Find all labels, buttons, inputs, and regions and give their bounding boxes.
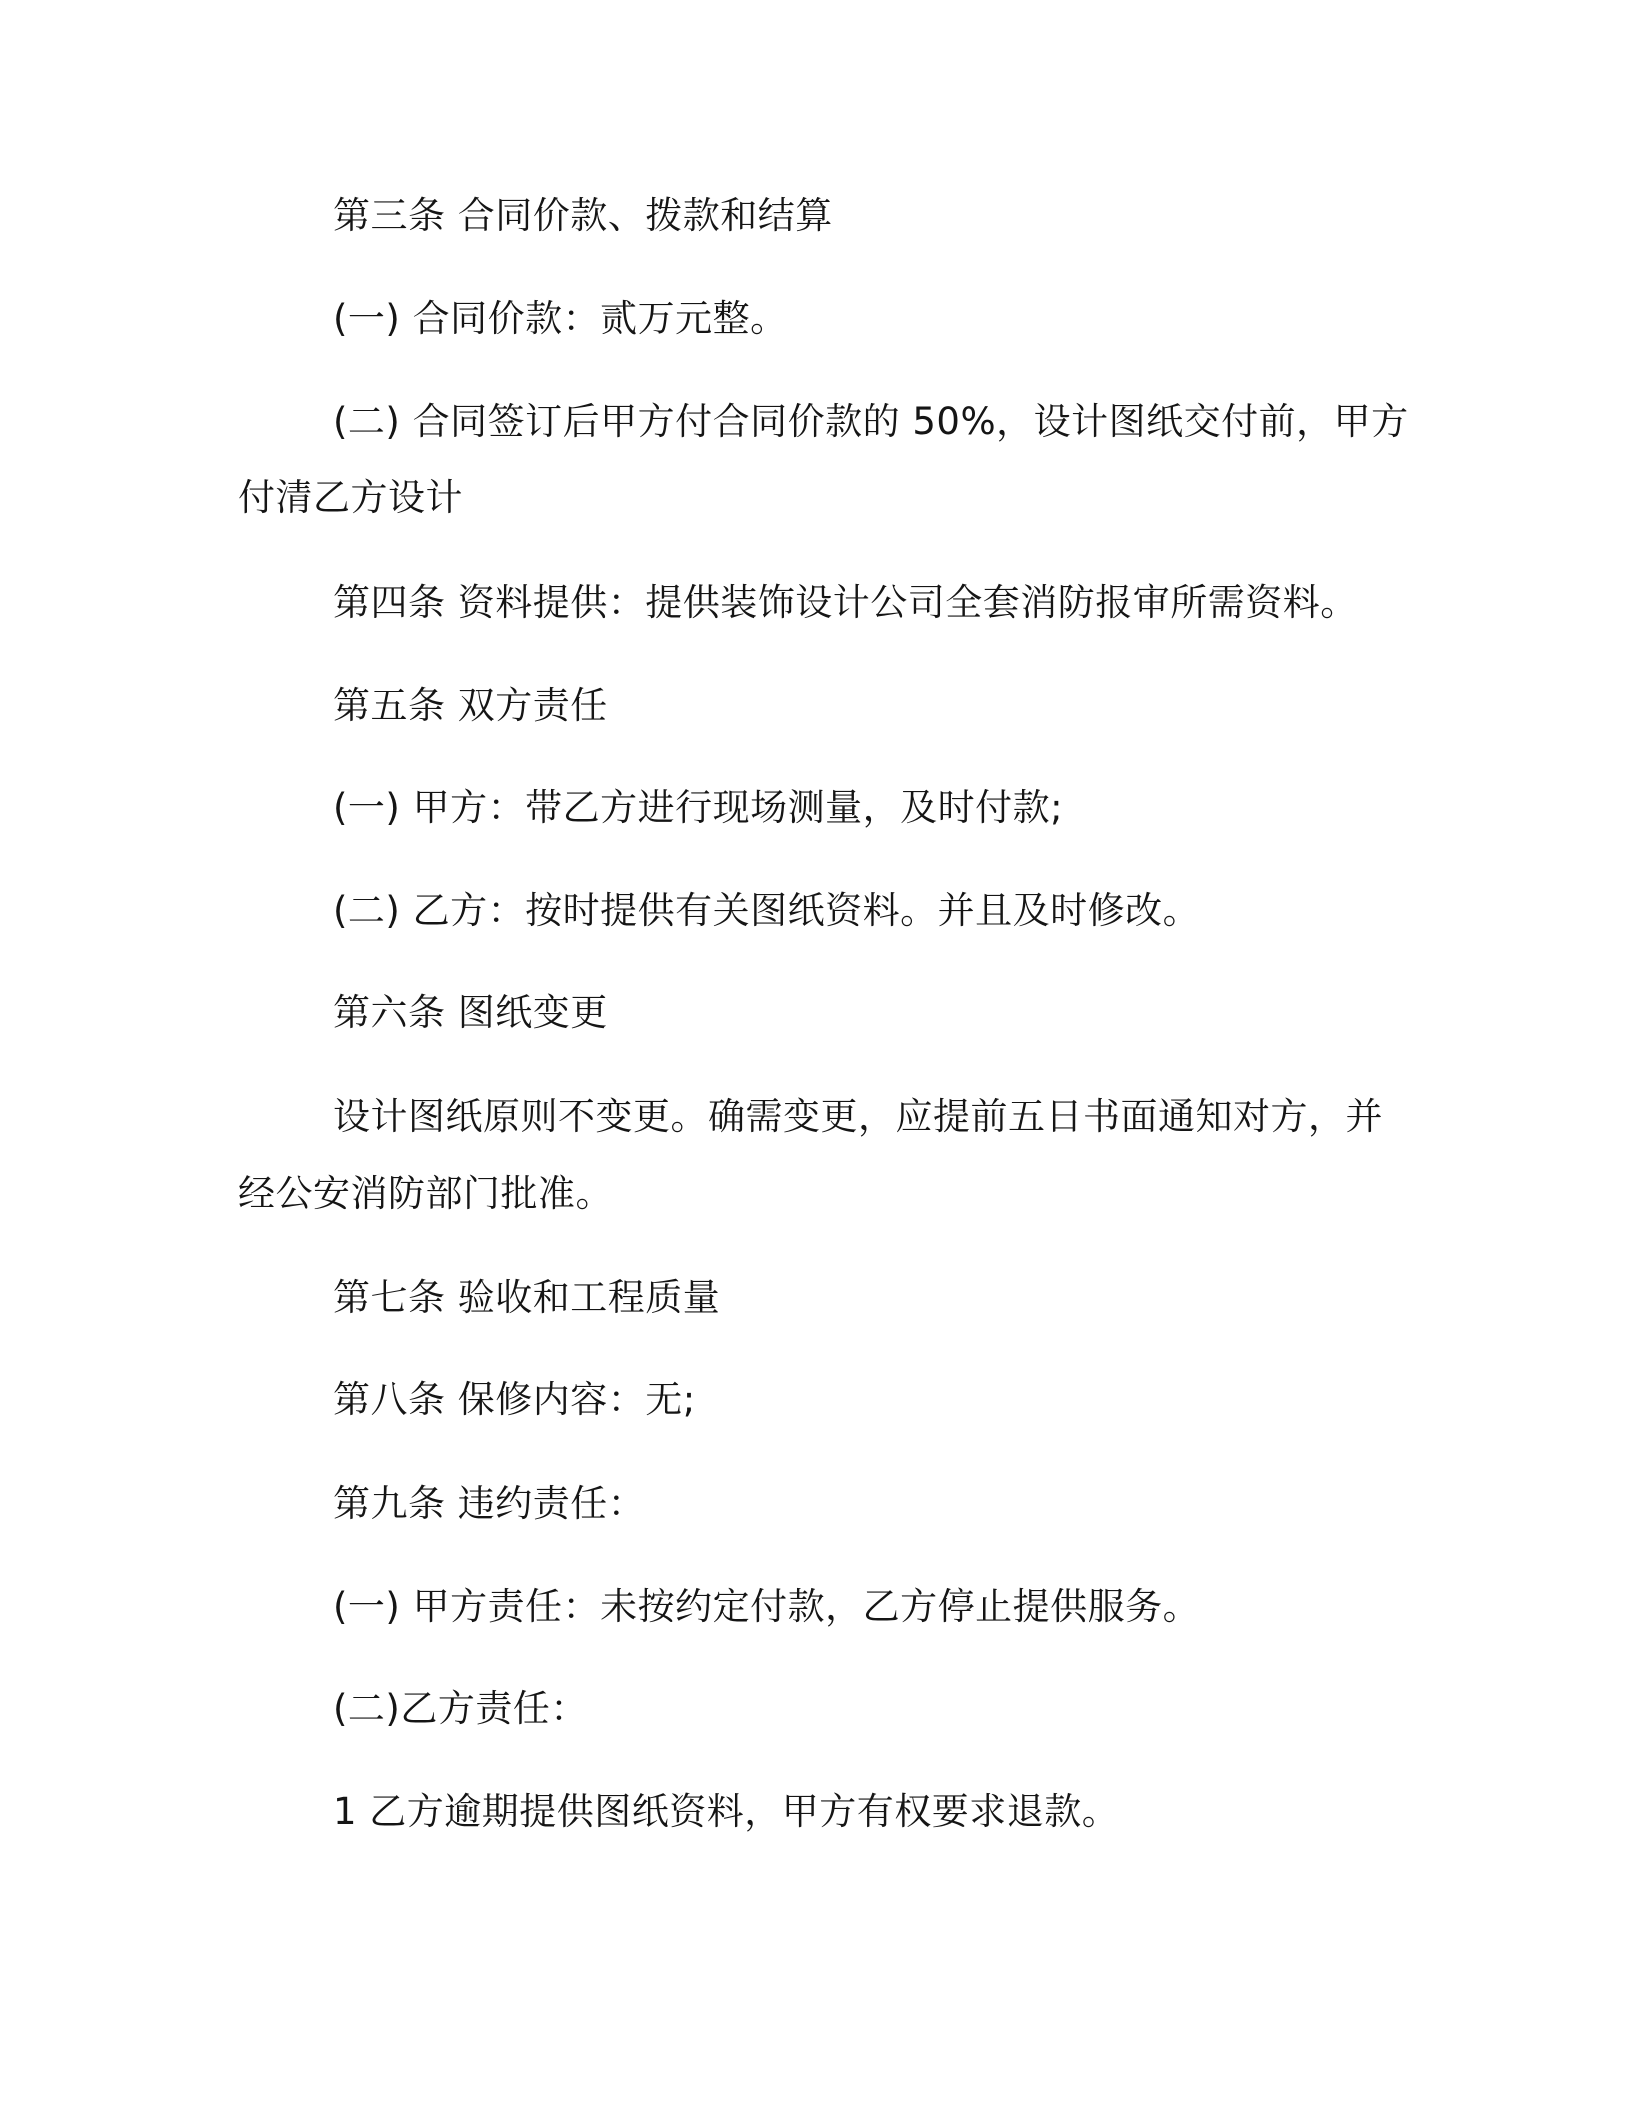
article-5-item-1: (一) 甲方：带乙方进行现场测量，及时付款;: [333, 786, 1064, 829]
article-6-heading: 第六条 图纸变更: [333, 991, 608, 1034]
article-6-body: 设计图纸原则不变更。确需变更，应提前五日书面通知对方，并: [333, 1095, 1383, 1138]
article-7-heading: 第七条 验收和工程质量: [333, 1276, 721, 1319]
article-9-item-2-point-1: 1 乙方逾期提供图纸资料，甲方有权要求退款。: [333, 1790, 1120, 1833]
article-5-item-2: (二) 乙方：按时提供有关图纸资料。并且及时修改。: [333, 889, 1201, 932]
article-3-heading: 第三条 合同价款、拨款和结算: [333, 194, 833, 237]
article-9-heading: 第九条 违约责任：: [333, 1482, 646, 1525]
article-9-item-2: (二)乙方责任：: [333, 1687, 588, 1730]
article-4-heading: 第四条 资料提供：提供装饰设计公司全套消防报审所需资料。: [333, 581, 1358, 624]
article-3-item-2-continued: 付清乙方设计: [238, 476, 463, 519]
article-6-body-continued: 经公安消防部门批准。: [238, 1172, 613, 1215]
article-9-item-1: (一) 甲方责任：未按约定付款，乙方停止提供服务。: [333, 1585, 1201, 1628]
article-5-heading: 第五条 双方责任: [333, 684, 608, 727]
article-8-heading: 第八条 保修内容：无;: [333, 1378, 696, 1421]
article-3-item-2: (二) 合同签订后甲方付合同价款的 50%，设计图纸交付前，甲方: [333, 400, 1409, 443]
article-3-item-1: (一) 合同价款：贰万元整。: [333, 297, 788, 340]
